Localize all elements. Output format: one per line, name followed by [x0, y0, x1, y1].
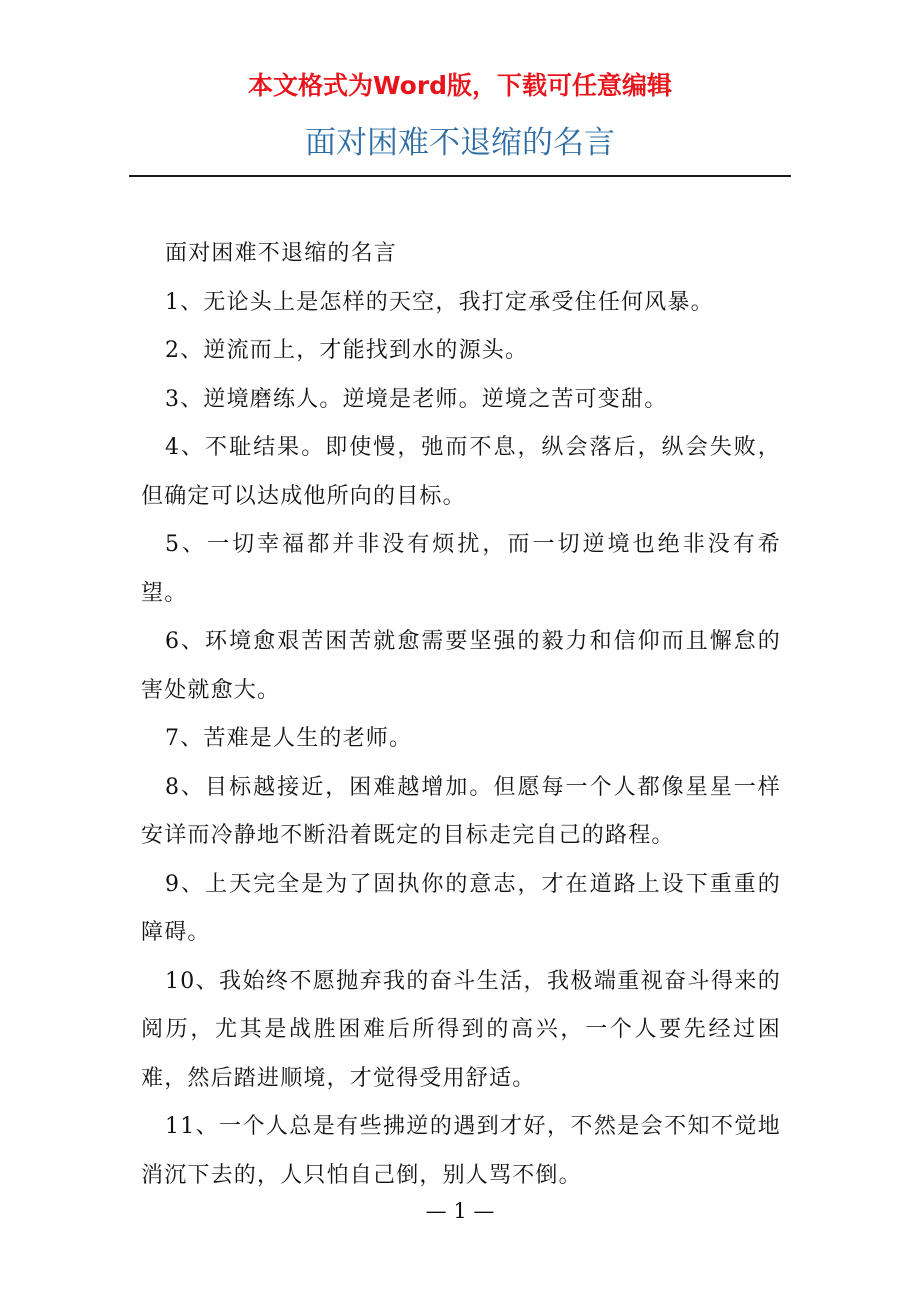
quote-item: 10、我始终不愿抛弃我的奋斗生活，我极端重视奋斗得来的阅历，尤其是战胜困难后所得到的高兴，一个人要先经过困难，然后踏进顺境，才觉得受用舒适。: [141, 968, 781, 1091]
document-body: [141, 230, 781, 1200]
quote-item: 6、环境愈艰苦困苦就愈需要坚强的毅力和信仰而且懈怠的害处就愈大。: [141, 629, 781, 703]
quote-item: 3、逆境磨练人。逆境是老师。逆境之苦可变甜。: [165, 386, 668, 412]
quote-item: 1、无论头上是怎样的天空，我打定承受住任何风暴。: [165, 289, 714, 315]
document-title: 面对困难不退缩的名言: [305, 125, 615, 161]
page-number: — 1 —: [425, 1199, 495, 1223]
quote-item: 9、上天完全是为了固执你的意志，才在道路上设下重重的障碍。: [141, 871, 781, 945]
quote-item: 2、逆流而上，才能找到水的源头。: [165, 338, 529, 363]
quote-item: 11、一个人总是有些拂逆的遇到才好，不然是会不知不觉地消沉下去的，人只怕自己倒，别人骂不倒。: [141, 1114, 781, 1188]
format-banner: 本文格式为Word版，下载可任意编辑: [247, 71, 673, 100]
quote-item: 4、不耻结果。即使慢，弛而不息，纵会落后，纵会失败，但确定可以达成他所向的目标。: [141, 435, 781, 509]
quote-item: 5、一切幸福都并非没有烦扰，而一切逆境也绝非没有希望。: [141, 532, 781, 606]
title-divider: [129, 175, 791, 177]
quote-item: 8、目标越接近，困难越增加。但愿每一个人都像星星一样安详而冷静地不断沿着既定的目标走完自己的路程。: [141, 774, 781, 848]
body-heading: 面对困难不退缩的名言: [165, 241, 398, 266]
quote-item: 7、苦难是人生的老师。: [165, 726, 413, 751]
